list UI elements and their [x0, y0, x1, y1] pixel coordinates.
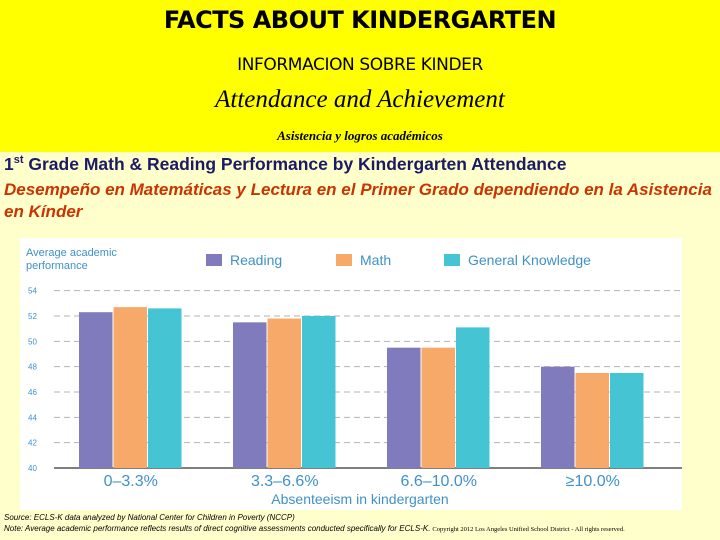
y-tick-label-46: 46 — [28, 388, 37, 397]
chart-notes — [4, 512, 716, 535]
page-subtitle-spanish: INFORMACION SOBRE KINDER — [237, 55, 483, 75]
legend-label-1: Reading — [230, 252, 283, 268]
x-tick-label-3: 6.6–10.0% — [400, 473, 478, 490]
bar-2-2 — [268, 319, 302, 468]
method-note-line — [4, 523, 716, 535]
chart-headline-ordinal-suffix: st — [13, 154, 24, 167]
y-axis-label-line-1: Average academic — [26, 247, 117, 259]
legend-label-2: Math — [360, 252, 392, 268]
y-axis-label-line-2: performance — [26, 260, 88, 272]
section-heading-spanish: Asistencia y logros académicos — [277, 128, 443, 143]
bar-chart-svg — [20, 238, 682, 510]
bar-1-3 — [387, 348, 421, 468]
legend-swatch-2 — [336, 254, 352, 266]
legend-swatch-1 — [206, 254, 222, 266]
y-tick-label-50: 50 — [28, 337, 37, 347]
y-tick-label-40: 40 — [28, 464, 37, 473]
bar-3-2 — [302, 316, 336, 468]
chart-headline — [4, 154, 716, 175]
bar-3-3 — [456, 327, 490, 468]
chart-headline-ordinal: 1 — [4, 154, 14, 174]
x-tick-label-1: 0–3.3% — [103, 473, 158, 490]
y-tick-label-54: 54 — [28, 286, 37, 296]
y-tick-label-42: 42 — [28, 438, 37, 448]
bar-2-3 — [422, 348, 456, 468]
title-banner — [0, 0, 720, 152]
bar-1-1 — [79, 312, 113, 468]
bar-1-2 — [233, 322, 267, 468]
copyright-notice: Copyright 2012 Los Angeles Unified School District - All rights reserved. — [432, 526, 625, 533]
y-tick-label-48: 48 — [28, 362, 37, 372]
legend-swatch-3 — [444, 254, 460, 266]
bar-chart — [20, 238, 682, 510]
x-tick-label-4: ≥10.0% — [565, 473, 620, 490]
bar-3-4 — [610, 373, 644, 468]
page-title: FACTS ABOUT KINDERGARTEN — [163, 6, 557, 34]
legend-label-3: General Knowledge — [468, 252, 591, 268]
bar-2-1 — [114, 307, 148, 468]
bar-3-1 — [148, 308, 182, 468]
y-tick-label-52: 52 — [28, 312, 37, 321]
method-note: Note: Average academic performance reflects results of direct cognitive assessments conducted specifically for ECLS-K. — [4, 524, 431, 533]
source-note: Source: ECLS-K data analyzed by National Center for Children in Poverty (NCCP) — [4, 513, 295, 522]
bar-1-4 — [541, 367, 575, 468]
x-axis-label: Absenteeism in kindergarten — [271, 491, 449, 507]
chart-headline-spanish: Desempeño en Matemáticas y Lectura en el Primer Grado dependiendo en la Asistencia en Kínder — [4, 180, 712, 221]
bar-2-4 — [576, 373, 610, 468]
section-heading: Attendance and Achievement — [215, 86, 505, 113]
chart-headline-text: Grade Math & Reading Performance by Kindergarten Attendance — [23, 154, 567, 174]
y-tick-label-44: 44 — [28, 413, 37, 423]
x-tick-label-2: 3.3–6.6% — [250, 473, 319, 490]
